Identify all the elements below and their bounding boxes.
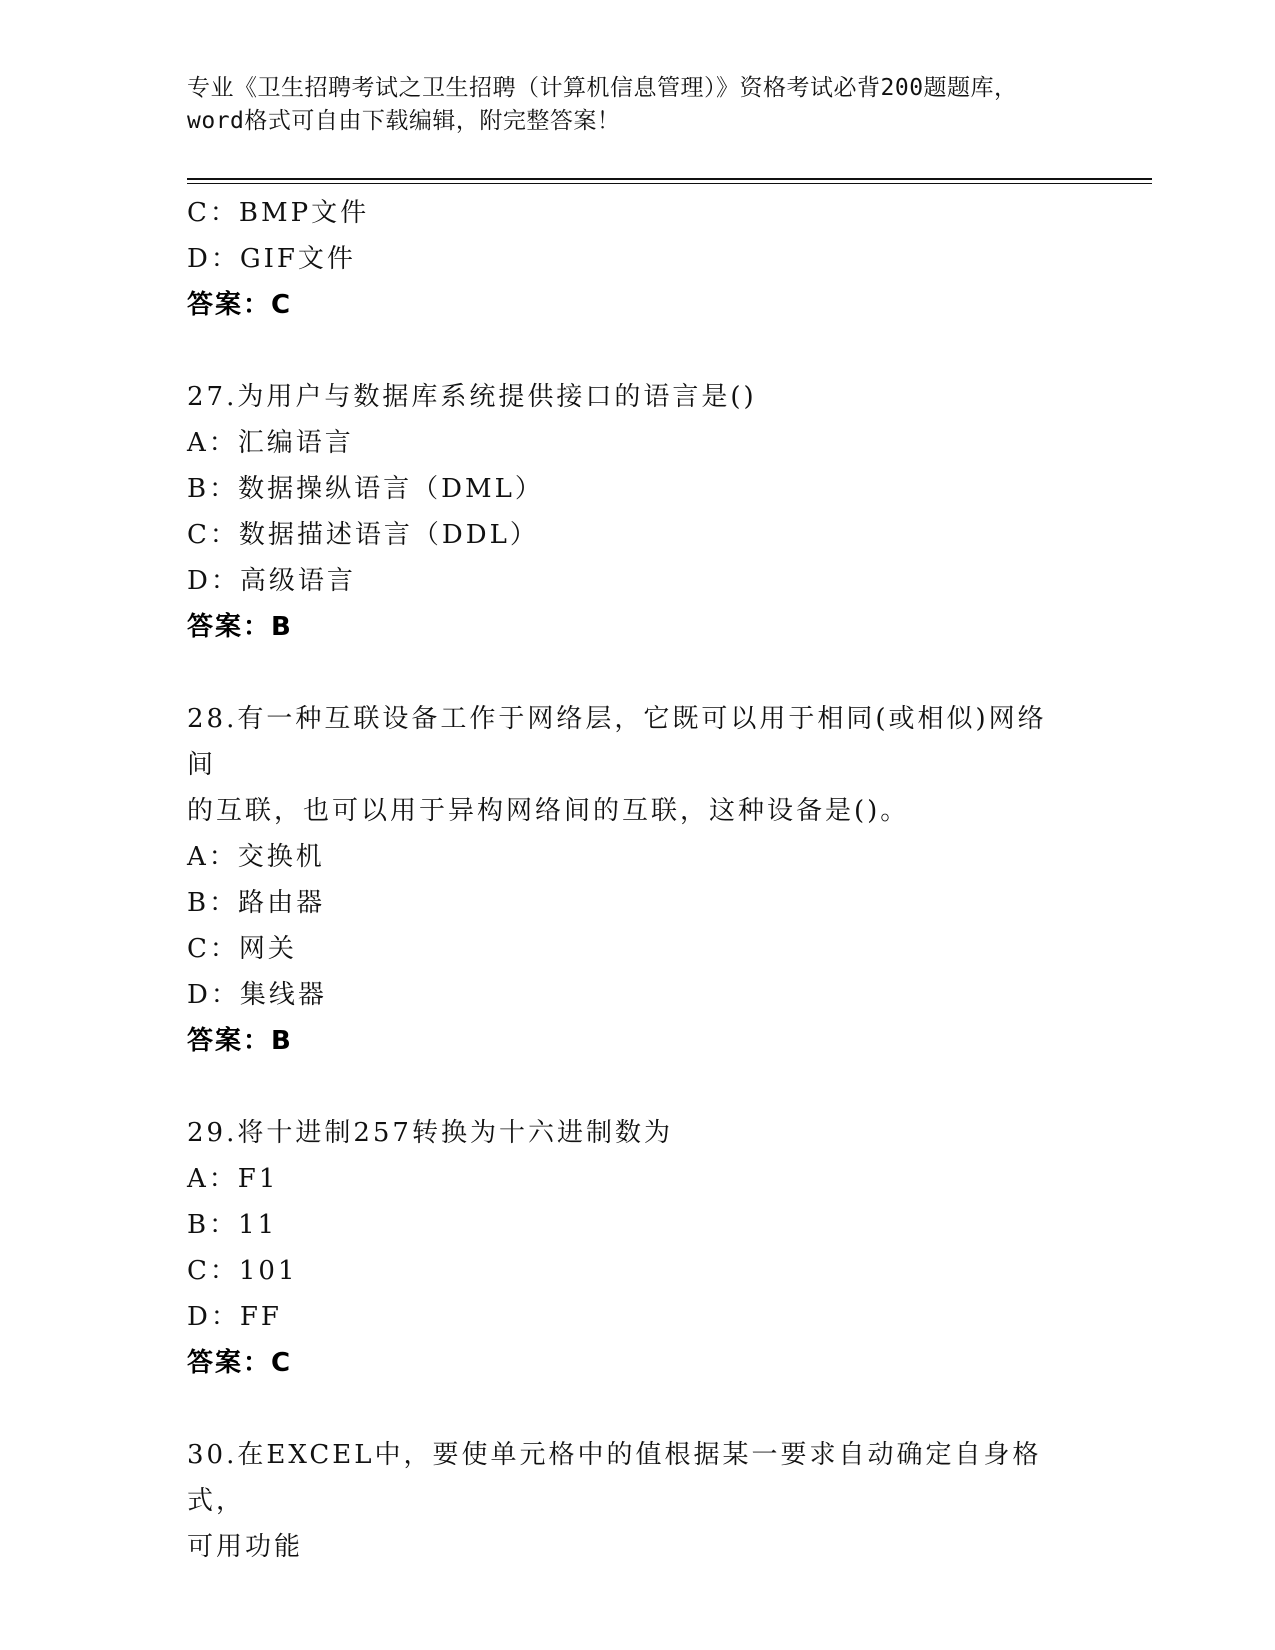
question-29 <box>187 1110 1067 1386</box>
q29-stem: 29.将十进制257转换为十六进制数为 <box>187 1118 673 1148</box>
q29-option-b: B：11 <box>187 1210 278 1240</box>
q28-option-c: C：网关 <box>187 934 297 964</box>
question-26-tail <box>187 190 1067 328</box>
question-27 <box>187 374 1067 650</box>
q28-option-d: D：集线器 <box>187 980 327 1010</box>
q29-option-d: D：FF <box>187 1302 282 1332</box>
spacer <box>187 650 1067 696</box>
q27-stem: 27.为用户与数据库系统提供接口的语言是() <box>187 382 757 412</box>
q29-option-a: A：F1 <box>187 1164 279 1194</box>
page-header <box>187 72 1087 138</box>
header-divider <box>187 178 1152 184</box>
spacer <box>187 1064 1067 1110</box>
q30-stem-line-2: 可用功能 <box>187 1532 304 1562</box>
q28-stem-line-1: 28.有一种互联设备工作于网络层，它既可以用于相同(或相似)网络间 <box>187 704 1047 780</box>
header-title-line-2: word格式可自由下载编辑，附完整答案！ <box>187 108 621 134</box>
q28-stem-line-2: 的互联，也可以用于异构网络间的互联，这种设备是()。 <box>187 796 910 826</box>
q29-answer: 答案：C <box>187 1348 293 1378</box>
spacer <box>187 328 1067 374</box>
q28-option-b: B：路由器 <box>187 888 326 918</box>
q30-stem-line-1: 30.在EXCEL中，要使单元格中的值根据某一要求自动确定自身格式， <box>187 1440 1042 1516</box>
q27-option-c: C：数据描述语言（DDL） <box>187 520 539 550</box>
q26-answer: 答案：C <box>187 290 293 320</box>
q27-answer: 答案：B <box>187 612 293 642</box>
q27-option-d: D：高级语言 <box>187 566 356 596</box>
question-list <box>187 190 1067 1570</box>
q26-option-c: C：BMP文件 <box>187 198 370 228</box>
q28-option-a: A：交换机 <box>187 842 325 872</box>
spacer <box>187 1386 1067 1432</box>
q29-option-c: C：101 <box>187 1256 298 1286</box>
q26-option-d: D：GIF文件 <box>187 244 356 274</box>
q27-option-b: B：数据操纵语言（DML） <box>187 474 544 504</box>
question-28 <box>187 696 1067 1064</box>
q27-option-a: A：汇编语言 <box>187 428 354 458</box>
q28-answer: 答案：B <box>187 1026 293 1056</box>
question-30 <box>187 1432 1067 1570</box>
header-title-line-1: 专业《卫生招聘考试之卫生招聘（计算机信息管理）》资格考试必背200题题库， <box>187 75 1018 101</box>
